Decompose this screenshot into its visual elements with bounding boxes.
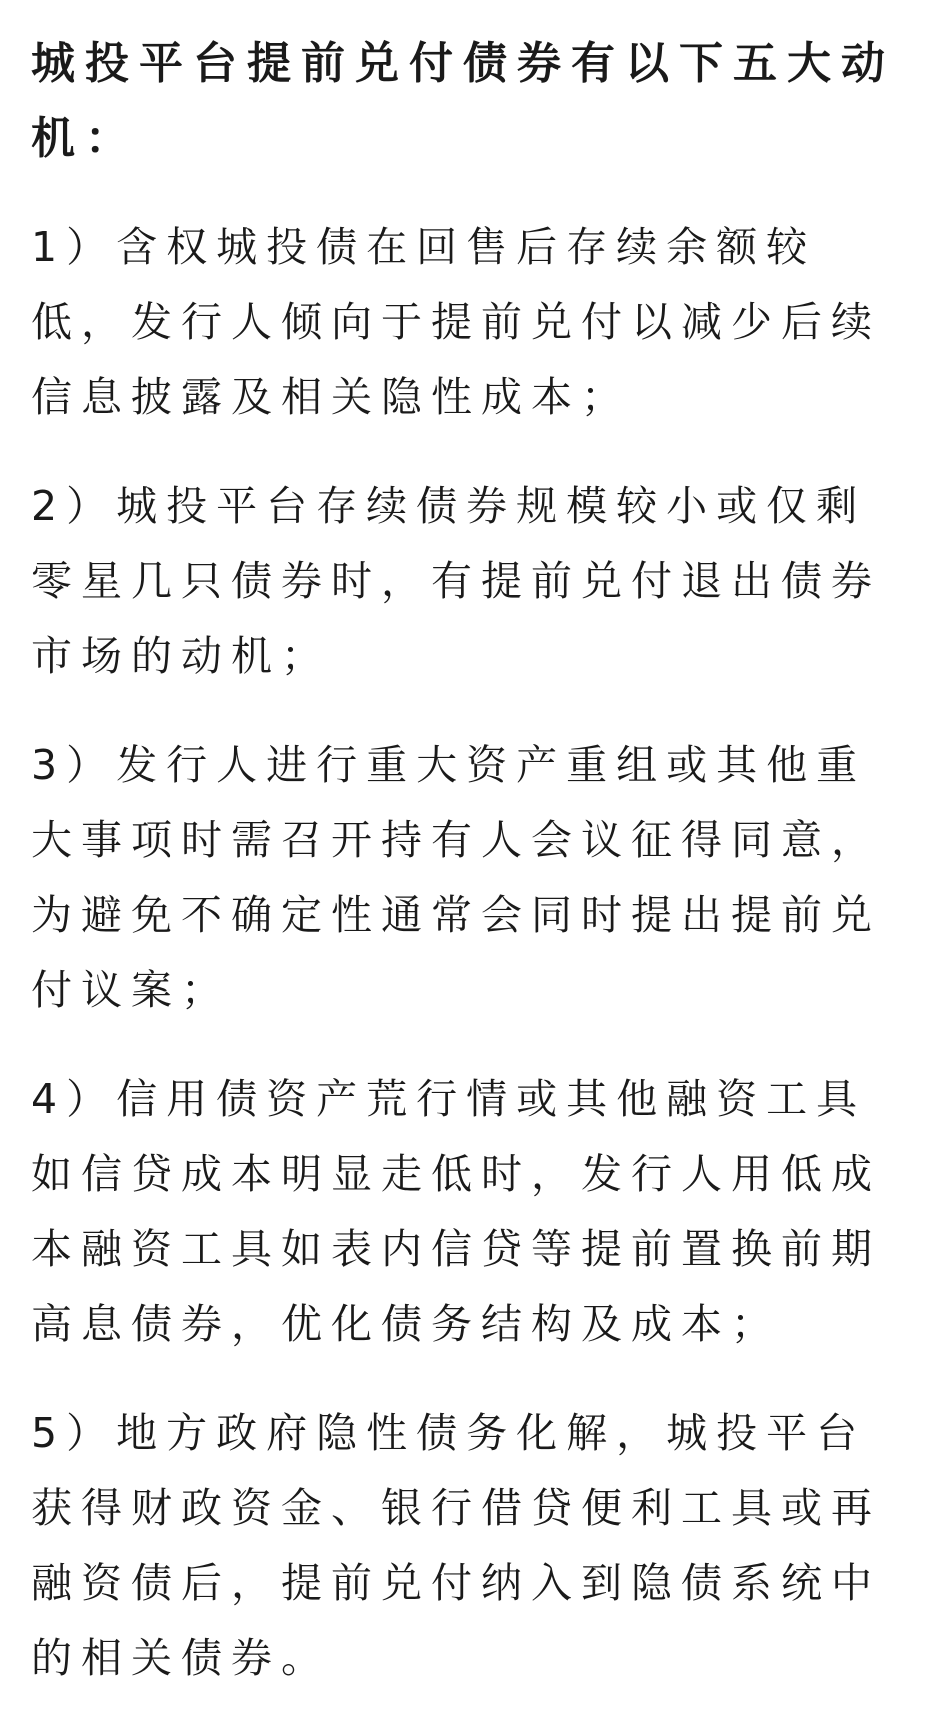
motive-paragraph-1: 1）含权城投债在回售后存续余额较低，发行人倾向于提前兑付以减少后续信息披露及相关隐性成本； [31,223,881,421]
motive-paragraph-4: 4）信用债资产荒行情或其他融资工具如信贷成本明显走低时，发行人用低成本融资工具如表内信贷等提前置换前期高息债券，优化债务结构及成本； [31,1075,881,1348]
article-heading: 城投平台提前兑付债券有以下五大动机： [31,38,895,164]
motive-paragraph-5: 5）地方政府隐性债务化解，城投平台获得财政资金、银行借贷便利工具或再融资债后，提前兑付纳入到隐债系统中的相关债券。 [31,1409,881,1682]
motive-paragraph-2: 2）城投平台存续债券规模较小或仅剩零星几只债券时，有提前兑付退出债券市场的动机； [31,482,881,680]
motive-paragraph-3: 3）发行人进行重大资产重组或其他重大事项时需召开持有人会议征得同意，为避免不确定性通常会同时提出提前兑付议案； [31,741,881,1014]
